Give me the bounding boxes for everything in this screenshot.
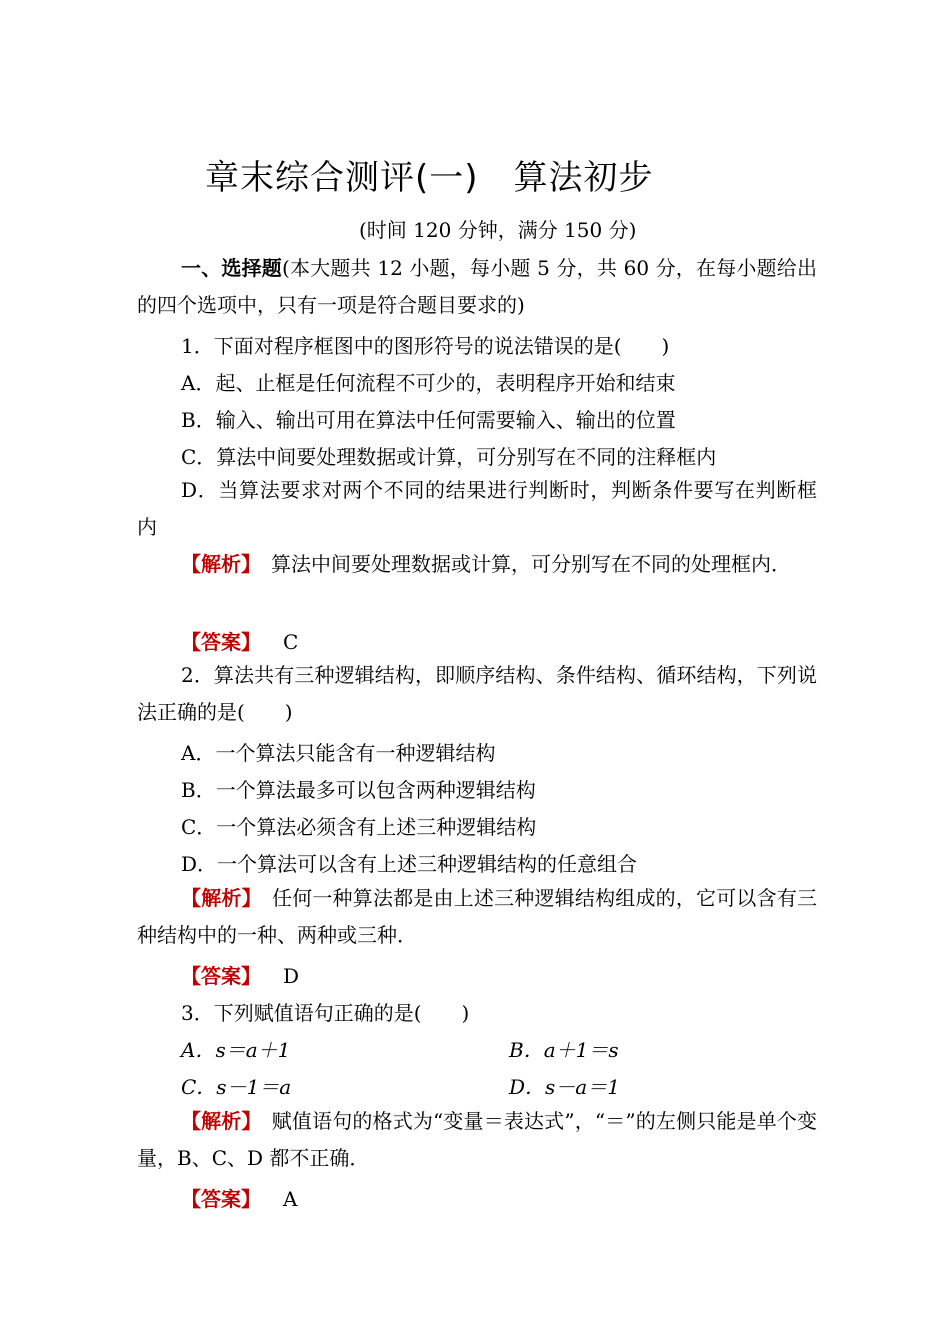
q3-option-c: C．s－1＝a xyxy=(181,1075,292,1099)
analysis-tag: 【解析】 xyxy=(181,886,252,910)
q2-analysis-text: 任何一种算法都是由上述三种逻辑结构组成的，它可以含有三种结构中的一种、两种或三种． xyxy=(137,886,818,947)
analysis-tag: 【解析】 xyxy=(181,1109,252,1133)
q2-analysis xyxy=(137,880,817,954)
q3-analysis xyxy=(137,1103,817,1177)
q1-option-a: A．起、止框是任何流程不可少的，表明程序开始和结束 xyxy=(181,371,676,395)
q1-analysis-text: 算法中间要处理数据或计算，可分别写在不同的处理框内． xyxy=(251,552,791,576)
q2-option-b: B．一个算法最多可以包含两种逻辑结构 xyxy=(181,778,536,802)
q1-option-b: B．输入、输出可用在算法中任何需要输入、输出的位置 xyxy=(181,408,676,432)
section-heading xyxy=(137,250,817,324)
section-description: (本大题共 12 小题，每小题 5 分，共 60 分，在每小题给出的四个选项中，只有一项是符合题目要求的) xyxy=(137,256,818,317)
answer-tag: 【答案】 xyxy=(181,964,261,988)
q1-answer xyxy=(181,626,298,655)
answer-tag: 【答案】 xyxy=(181,1187,261,1211)
page-title: 章末综合测评(一) 算法初步 xyxy=(205,158,654,198)
q1-option-d: D．当算法要求对两个不同的结果进行判断时，判断条件要写在判断框内 xyxy=(137,478,817,539)
q2-option-d: D．一个算法可以含有上述三种逻辑结构的任意组合 xyxy=(181,852,638,876)
q1-stem: 1．下面对程序框图中的图形符号的说法错误的是( ) xyxy=(181,334,670,358)
q1-answer-value: C xyxy=(283,630,299,654)
q3-answer xyxy=(181,1183,297,1212)
q3-option-d: D．s－a＝1 xyxy=(509,1075,620,1099)
q3-stem: 3．下列赋值语句正确的是( ) xyxy=(181,1001,470,1025)
q1-option-c: C．算法中间要处理数据或计算，可分别写在不同的注释框内 xyxy=(181,445,717,469)
q3-answer-value: A xyxy=(283,1187,298,1211)
answer-tag: 【答案】 xyxy=(181,630,261,654)
q2-answer-value: D xyxy=(283,964,300,988)
q2-stem: 2．算法共有三种逻辑结构，即顺序结构、条件结构、循环结构，下列说法正确的是( ) xyxy=(137,663,817,724)
q1-analysis xyxy=(137,546,817,583)
section-label: 一、选择题 xyxy=(181,256,283,280)
analysis-tag: 【解析】 xyxy=(181,552,251,576)
q3-analysis-text: 赋值语句的格式为“变量＝表达式”，“＝”的左侧只能是单个变量，B、C、D 都不正确． xyxy=(137,1109,817,1170)
exam-duration-note: (时间 120 分钟，满分 150 分) xyxy=(359,218,637,242)
q2-option-a: A．一个算法只能含有一种逻辑结构 xyxy=(181,741,496,765)
q3-option-a: A．s＝a＋1 xyxy=(181,1038,291,1062)
q2-answer xyxy=(181,960,299,989)
q3-option-b: B．a＋1＝s xyxy=(509,1038,619,1062)
q2-option-c: C．一个算法必须含有上述三种逻辑结构 xyxy=(181,815,537,839)
